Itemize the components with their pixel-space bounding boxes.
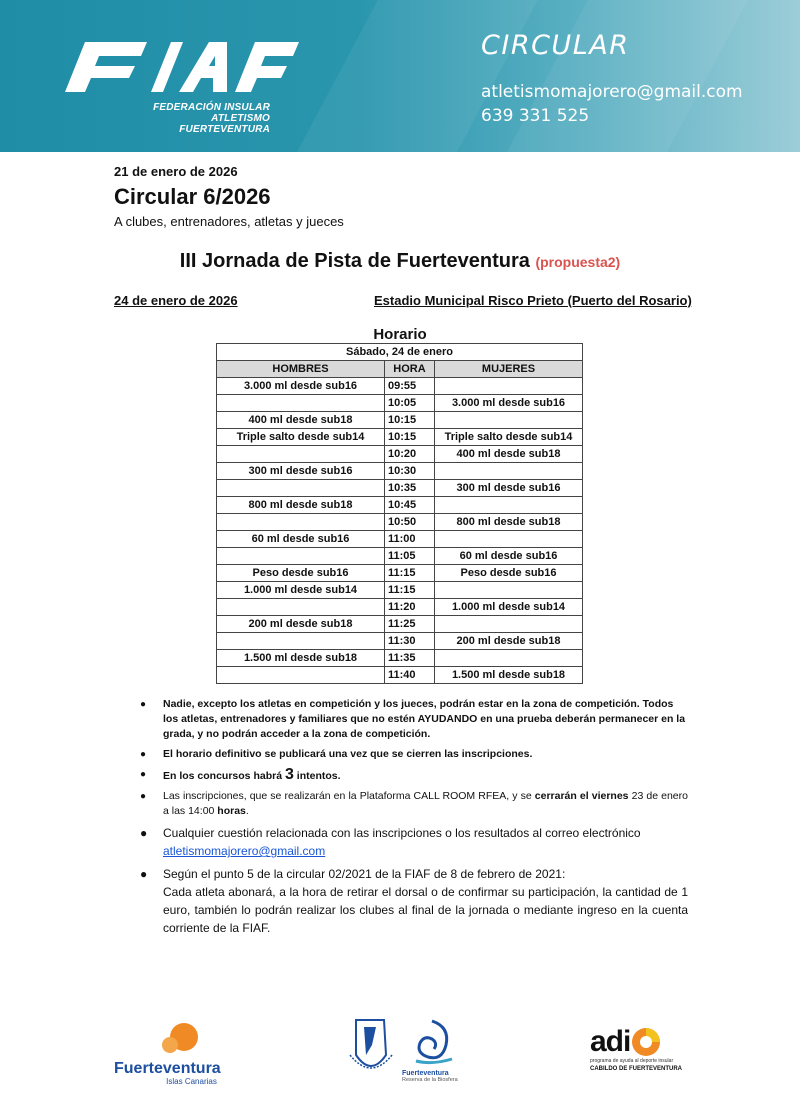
cell-mujeres: 400 ml desde sub18 (435, 446, 583, 463)
cell-hombres (217, 480, 385, 497)
cell-hora: 10:15 (385, 412, 435, 429)
cell-hombres (217, 548, 385, 565)
cell-hombres: 60 ml desde sub16 (217, 531, 385, 548)
cell-hora: 11:25 (385, 616, 435, 633)
note-text: intentos. (293, 770, 341, 782)
table-row (217, 395, 583, 412)
adi-logo-name: adi (590, 1025, 631, 1058)
snail-icon (402, 1017, 462, 1065)
table-row (217, 531, 583, 548)
circular-audience: A clubes, entrenadores, atletas y jueces (114, 214, 344, 229)
circular-date: 21 de enero de 2026 (114, 164, 238, 179)
cell-hombres: 1.000 ml desde sub14 (217, 582, 385, 599)
note-text: . (245, 805, 249, 817)
cell-hombres (217, 599, 385, 616)
schedule-day: Sábado, 24 de enero (217, 344, 583, 361)
table-row (217, 548, 583, 565)
fuerteventura-logo (114, 1015, 239, 1085)
schedule-title: Horario (373, 326, 427, 343)
table-row (217, 514, 583, 531)
cell-hora: 11:15 (385, 565, 435, 582)
table-row (217, 463, 583, 480)
cell-hora: 10:45 (385, 497, 435, 514)
cell-hombres: 400 ml desde sub18 (217, 412, 385, 429)
cell-mujeres: 200 ml desde sub18 (435, 633, 583, 650)
table-row (217, 565, 583, 582)
cell-mujeres (435, 531, 583, 548)
cell-mujeres: 1.500 ml desde sub18 (435, 667, 583, 684)
cell-hombres: 200 ml desde sub18 (217, 616, 385, 633)
cell-mujeres: 800 ml desde sub18 (435, 514, 583, 531)
cell-hora: 11:30 (385, 633, 435, 650)
list-item (140, 824, 688, 860)
adi-logo (590, 1026, 690, 1086)
cell-hombres: Triple salto desde sub14 (217, 429, 385, 446)
list-item (140, 789, 688, 819)
table-row (217, 667, 583, 684)
bullet-icon: ● (140, 699, 147, 710)
cell-hora: 10:20 (385, 446, 435, 463)
note-text: Cualquier cuestión relacionada con las inscripciones o los resultados al correo electrónico (163, 826, 641, 840)
cell-hora: 10:15 (385, 429, 435, 446)
logo-subtitle (120, 102, 270, 135)
note-text: En los concursos habrá (163, 770, 285, 782)
header-phone: 639 331 525 (481, 106, 590, 126)
adi-circle-icon (630, 1026, 662, 1058)
cell-hombres: 1.500 ml desde sub18 (217, 650, 385, 667)
cell-hombres: Peso desde sub16 (217, 565, 385, 582)
circular-title: Circular 6/2026 (114, 184, 271, 209)
table-row (217, 497, 583, 514)
cell-mujeres (435, 463, 583, 480)
table-row (217, 616, 583, 633)
cell-mujeres: Triple salto desde sub14 (435, 429, 583, 446)
adi-logo-sub1: programa de ayuda al deporte insular (590, 1058, 674, 1064)
cell-hombres (217, 667, 385, 684)
cell-hora: 10:35 (385, 480, 435, 497)
bullet-icon: ● (140, 867, 148, 881)
cell-mujeres: 1.000 ml desde sub14 (435, 599, 583, 616)
list-item (140, 697, 688, 742)
cell-mujeres: 300 ml desde sub16 (435, 480, 583, 497)
list-item (140, 747, 688, 762)
note-attempts-number: 3 (284, 766, 294, 783)
cell-mujeres: 3.000 ml desde sub16 (435, 395, 583, 412)
header-email[interactable]: atletismomajorero@gmail.com (481, 82, 743, 102)
cell-mujeres (435, 412, 583, 429)
schedule-table (216, 343, 583, 684)
cell-hora: 09:55 (385, 378, 435, 395)
fuerteventura-logo-sub: Islas Canarias (166, 1077, 217, 1086)
table-row (217, 429, 583, 446)
cabildo-logo (346, 1015, 396, 1085)
bullet-icon: ● (140, 749, 147, 760)
cell-mujeres (435, 582, 583, 599)
cell-hombres: 3.000 ml desde sub16 (217, 378, 385, 395)
cell-hombres (217, 633, 385, 650)
cell-mujeres (435, 497, 583, 514)
table-row (217, 378, 583, 395)
cell-mujeres (435, 650, 583, 667)
bullet-icon: ● (140, 826, 148, 840)
cell-hombres (217, 395, 385, 412)
biosfera-logo-name: Fuerteventura (402, 1070, 449, 1077)
biosfera-logo (402, 1017, 472, 1087)
fiaf-logo (55, 32, 300, 104)
cell-mujeres (435, 616, 583, 633)
cell-hora: 11:00 (385, 531, 435, 548)
cell-hombres: 800 ml desde sub18 (217, 497, 385, 514)
col-header-hora: HORA (385, 361, 435, 378)
notes-list (140, 697, 688, 942)
event-place: Estadio Municipal Risco Prieto (Puerto del Rosario) (374, 293, 692, 308)
list-item (140, 865, 688, 937)
cell-hora: 11:20 (385, 599, 435, 616)
logo-subtitle-line2: ATLETISMO FUERTEVENTURA (179, 113, 270, 135)
event-tag: (propuesta2) (535, 254, 621, 270)
note-text: Nadie, excepto los atletas en competición y los jueces, podrán estar en la zona de competición. Todos los atletas, entrenadores y familiares que no estén AYUDANDO en una prueba deberán permanecer en la grada, y no podrán acceder a la zona de competición. (163, 698, 686, 740)
biosfera-logo-sub: Reserva de la Biosfera (402, 1077, 458, 1083)
cell-hombres (217, 514, 385, 531)
cell-mujeres: 60 ml desde sub16 (435, 548, 583, 565)
bullet-icon: ● (140, 769, 147, 780)
event-date: 24 de enero de 2026 (114, 293, 238, 308)
email-link[interactable]: atletismomajorero@gmail.com (163, 844, 326, 858)
note-text-bold: cerrarán el viernes (534, 790, 629, 802)
cell-hora: 10:30 (385, 463, 435, 480)
circular-label: CIRCULAR (481, 30, 630, 61)
note-text: Según el punto 5 de la circular 02/2021 de la FIAF de 8 de febrero de 2021: (163, 867, 566, 881)
bullet-icon: ● (140, 791, 147, 802)
cell-hombres: 300 ml desde sub16 (217, 463, 385, 480)
col-header-mujeres: MUJERES (435, 361, 583, 378)
table-row (217, 582, 583, 599)
sun-icon (114, 1015, 239, 1055)
col-header-hombres: HOMBRES (217, 361, 385, 378)
note-text: 23 de enero a las 14:00 (163, 790, 688, 817)
list-item (140, 767, 688, 784)
table-row (217, 650, 583, 667)
cell-hora: 11:15 (385, 582, 435, 599)
note-text: El horario definitivo se publicará una vez que se cierren las inscripciones. (163, 748, 533, 760)
event-title-text: III Jornada de Pista de Fuerteventura (179, 250, 530, 272)
cell-hora: 11:35 (385, 650, 435, 667)
table-row (217, 633, 583, 650)
cell-hora: 10:05 (385, 395, 435, 412)
cabildo-shield-icon (346, 1015, 396, 1081)
cell-hora: 10:50 (385, 514, 435, 531)
cell-mujeres: Peso desde sub16 (435, 565, 583, 582)
fuerteventura-logo-name: Fuerteventura (114, 1060, 221, 1077)
cell-mujeres (435, 378, 583, 395)
cell-hombres (217, 446, 385, 463)
cell-hora: 11:05 (385, 548, 435, 565)
table-row (217, 480, 583, 497)
note-text: Cada atleta abonará, a la hora de retirar el dorsal o de confirmar su participación, la cantidad de 1 euro, también lo podrán realizar los clubes al final de la jornada o mediante ingreso en la cuenta corriente de la FIAF. (163, 885, 688, 935)
header-banner (0, 0, 800, 152)
adi-logo-sub2: CABILDO DE FUERTEVENTURA (590, 1066, 683, 1072)
event-title (0, 250, 800, 273)
note-text-bold: horas (217, 805, 246, 817)
table-row (217, 412, 583, 429)
table-row (217, 599, 583, 616)
cell-hora: 11:40 (385, 667, 435, 684)
note-text: Las inscripciones, que se realizarán en la Plataforma CALL ROOM RFEA, y se (163, 790, 535, 802)
logo-subtitle-line1: FEDERACIÓN INSULAR (153, 102, 270, 113)
table-row (217, 446, 583, 463)
